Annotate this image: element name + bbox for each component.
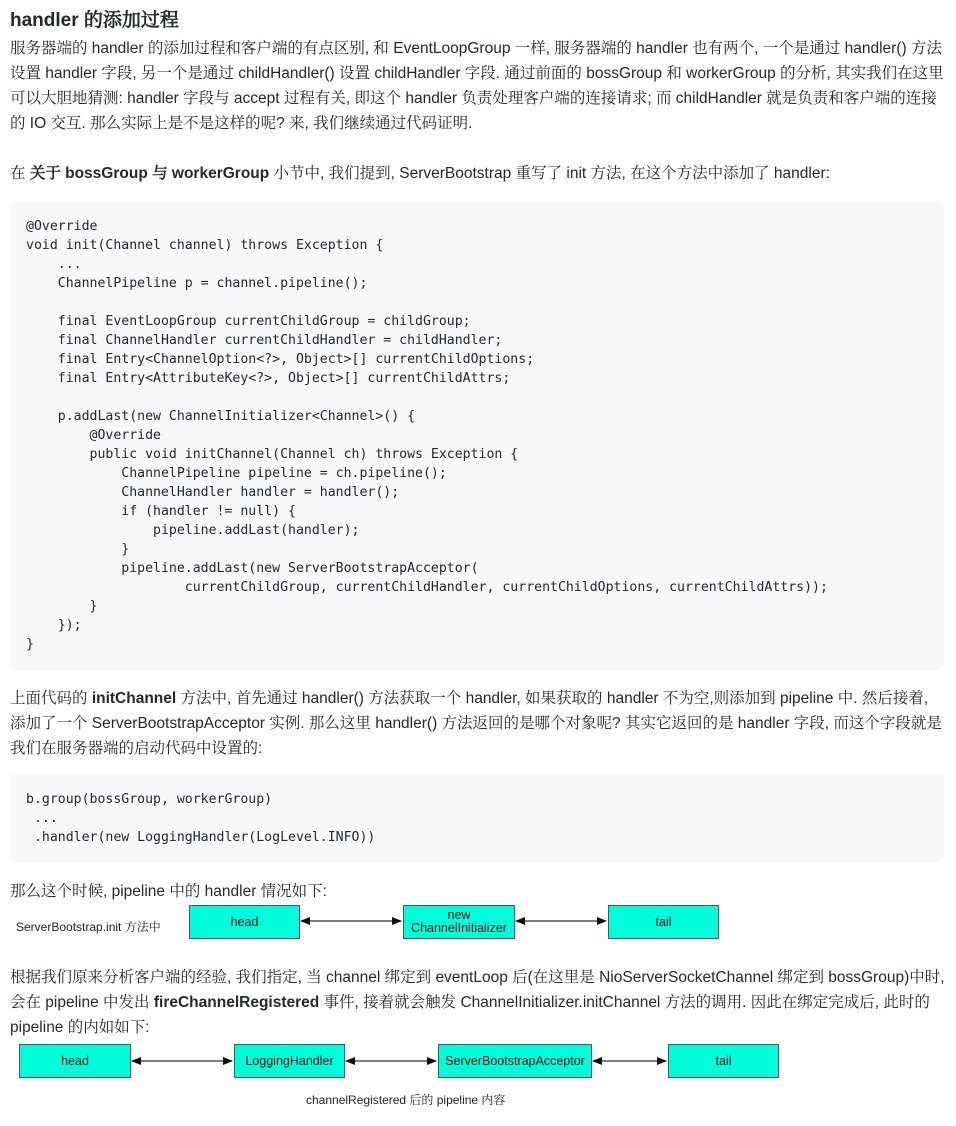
intro-paragraph: 服务器端的 handler 的添加过程和客户端的有点区别, 和 EventLoopGroup 一样, 服务器端的 handler 也有两个, 一个是通过 handler() 方法设置 handler 字段, 另一个是通过 childHandler() 设置 childHandler 字段. 通过前面的 bossGroup 和 workerGroup 的分析, 其实我们在这里可以大胆地猜测: handler 字段与 accept 过程有关, 即这个 handler 负责处理客户端的连接请求; 而 childHandler 就是负责和客户端的连接的 IO 交互. 那么实际上是不是这样的呢? 来, 我们继续通过代码证明.	[10, 40, 944, 132]
text: 根据我们原来分析客户端的经验, 我们指定, 当 channel 绑定到 eventLoop 后(在这里是 NioServerSocketChannel 绑定到 bossGroup)中时, 会在 pipeline 中发出	[10, 969, 945, 1011]
text: 方法中, 首先通过 handler() 方法获取一个 handler, 如果获取的 handler 不为空,则添加到 pipeline 中. 然后接着, 添加了一个 ServerBootstrapAcceptor 实例. 那么这里 handler() 方法返回的是哪个对象呢? 其实它返回的是 handler 字段, 而这个字段就是我们在服务器端的启动代码中设置的:	[10, 690, 942, 757]
node-tail	[668, 1044, 779, 1078]
code-block-bootstrap	[10, 774, 944, 862]
pipeline-state-paragraph: 那么这个时候, pipeline 中的 handler 情况如下:	[10, 883, 327, 900]
init-reference-paragraph	[10, 161, 946, 186]
code-line: ...	[26, 811, 58, 826]
node-channel-initializer	[403, 905, 515, 939]
code-line: });	[26, 618, 82, 633]
node-tail	[608, 905, 719, 939]
code-line: final EventLoopGroup currentChildGroup = childGroup;	[26, 314, 471, 329]
code-line: ChannelPipeline p = channel.pipeline();	[26, 276, 368, 291]
bold-section-ref: 关于 bossGroup 与 workerGroup	[29, 165, 270, 182]
bold-method-name: initChannel	[91, 690, 177, 707]
code-line: }	[26, 599, 98, 614]
code-line: final Entry<AttributeKey<?>, Object>[] currentChildAttrs;	[26, 371, 511, 386]
node-label: ServerBootstrapAcceptor	[445, 1053, 585, 1068]
node-label: LoggingHandler	[245, 1053, 334, 1068]
code-line: p.addLast(new ChannelInitializer<Channel>() {	[26, 409, 416, 424]
code-line: void init(Channel channel) throws Exception {	[26, 238, 384, 253]
node-label: head	[230, 914, 259, 929]
node-label: ChannelInitializer	[411, 921, 507, 935]
node-label: head	[61, 1053, 89, 1068]
node-label: tail	[715, 1053, 732, 1068]
code-line: pipeline.addLast(new ServerBootstrapAcceptor(	[26, 561, 479, 576]
text: 上面代码的	[10, 690, 92, 707]
code-line: ChannelHandler handler = handler();	[26, 485, 400, 500]
code-line: ChannelPipeline pipeline = ch.pipeline();	[26, 466, 447, 481]
code-line: }	[26, 542, 130, 557]
node-head	[189, 905, 300, 939]
diagram-label: ServerBootstrap.init 方法中	[16, 920, 161, 934]
section-heading: handler 的添加过程	[10, 10, 179, 31]
code-line	[26, 293, 928, 312]
text: 事件, 接着就会触发 ChannelInitializer.initChannel 方法的调用. 因此在绑定完成后, 此时的 pipeline 的内如如下:	[10, 994, 930, 1036]
node-head	[19, 1044, 131, 1078]
node-label: tail	[655, 914, 672, 929]
code-line	[26, 388, 928, 407]
node-logging-handler	[234, 1044, 345, 1078]
code-line: @Override	[26, 219, 98, 234]
code-line: final ChannelHandler currentChildHandler = childHandler;	[26, 333, 503, 348]
code-line: currentChildGroup, currentChildHandler, currentChildOptions, currentChildAttrs));	[26, 580, 828, 595]
text: 小节中, 我们提到, ServerBootstrap 重写了 init 方法, 在这个方法中添加了 handler:	[269, 165, 830, 182]
code-line: @Override	[26, 428, 161, 443]
code-block-init	[10, 201, 944, 670]
code-line: pipeline.addLast(handler);	[26, 523, 360, 538]
channel-registered-paragraph	[10, 965, 946, 1040]
initchannel-explanation-paragraph	[10, 686, 946, 761]
code-line: .handler(new LoggingHandler(LogLevel.INFO))	[26, 830, 376, 845]
code-line: public void initChannel(Channel ch) throws Exception {	[26, 447, 519, 462]
text: 在	[10, 165, 30, 182]
node-server-bootstrap-acceptor	[438, 1044, 592, 1078]
code-line: b.group(bossGroup, workerGroup)	[26, 792, 273, 807]
code-line: final Entry<ChannelOption<?>, Object>[] currentChildOptions;	[26, 352, 535, 367]
code-line: ...	[26, 257, 82, 272]
code-line: if (handler != null) {	[26, 504, 296, 519]
node-label: new	[447, 908, 471, 922]
bold-event-name: fireChannelRegistered	[153, 994, 320, 1011]
diagram-caption: channelRegistered 后的 pipeline 内容	[306, 1093, 506, 1107]
code-line: }	[26, 637, 34, 652]
